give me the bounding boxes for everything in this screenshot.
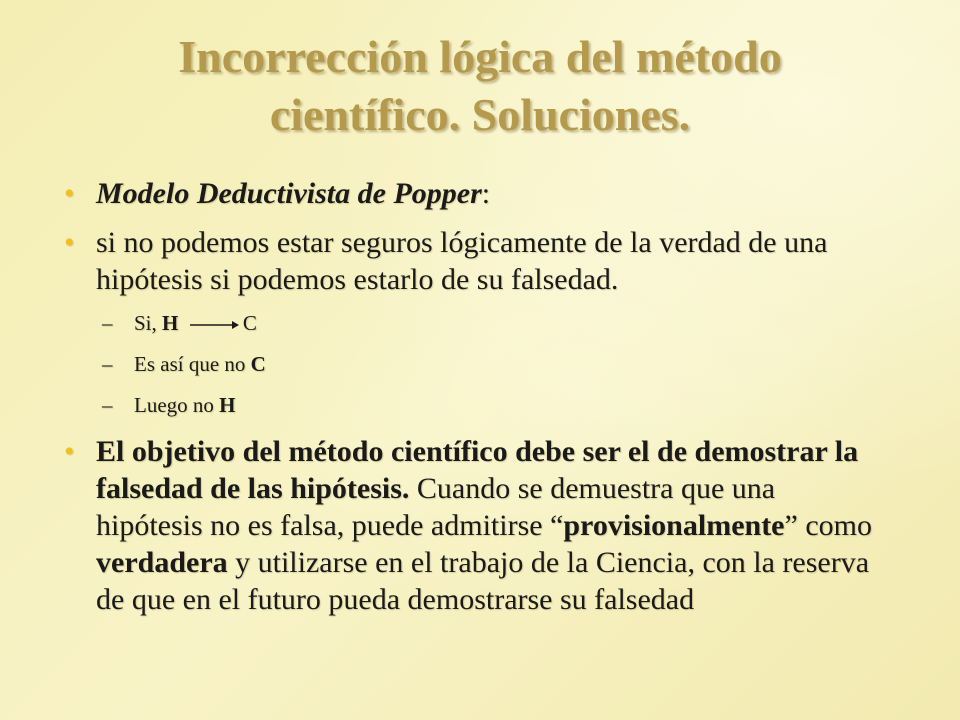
- sub1-prefix: Si,: [134, 311, 163, 335]
- sub1-c: C: [242, 311, 257, 335]
- objective-text-1: Cuando se demuestra que una hipótesis no es falsa, puede admitirse “: [96, 472, 776, 542]
- slide-body: [64, 175, 884, 630]
- objective-text-3: y utilizarse en el trabajo de la Ciencia, con la reserva de que en el futuro pueda demostrarse su falsedad: [96, 546, 870, 616]
- sub2-prefix: Es así que no: [134, 352, 251, 376]
- popper-model-colon: :: [481, 177, 491, 210]
- bullet-marker: •: [64, 435, 75, 468]
- popper-model-label: Modelo Deductivista de Popper: [96, 177, 482, 210]
- objective-bold-lead: El objetivo del método científico debe ser el de demostrar la falsedad de las hipótesis.: [96, 435, 859, 505]
- sub3-h: H: [219, 393, 236, 417]
- bullet-marker: •: [64, 226, 75, 259]
- objective-verdadera: verdadera: [96, 546, 228, 579]
- sub-item-if-h-then-c: [64, 310, 884, 336]
- objective-provisional: provisionalmente: [563, 509, 785, 542]
- sub-item-not-c: [64, 351, 884, 377]
- sub3-prefix: Luego no: [134, 393, 220, 417]
- bullet-popper-model: [64, 175, 884, 212]
- slide-title-line-2: científico. Soluciones.: [269, 89, 691, 140]
- sub2-c: C: [250, 352, 266, 376]
- sub1-h: H: [162, 311, 179, 335]
- slide-title-line-1: Incorrección lógica del método: [178, 31, 782, 82]
- bullet-scientific-objective: [64, 433, 884, 618]
- sub-item-not-h: [64, 392, 884, 418]
- dash-marker: –: [102, 352, 113, 376]
- slide-title: [60, 28, 900, 144]
- bullet-marker: •: [64, 177, 75, 210]
- right-arrow-icon: [188, 318, 240, 332]
- objective-text-2: ” como: [784, 509, 872, 542]
- falsity-statement-text: si no podemos estar seguros lógicamente de la verdad de una hipótesis si podemos estarlo de su falsedad.: [96, 226, 828, 296]
- dash-marker: –: [102, 311, 113, 335]
- dash-marker: –: [102, 393, 113, 417]
- bullet-falsity-statement: [64, 224, 884, 298]
